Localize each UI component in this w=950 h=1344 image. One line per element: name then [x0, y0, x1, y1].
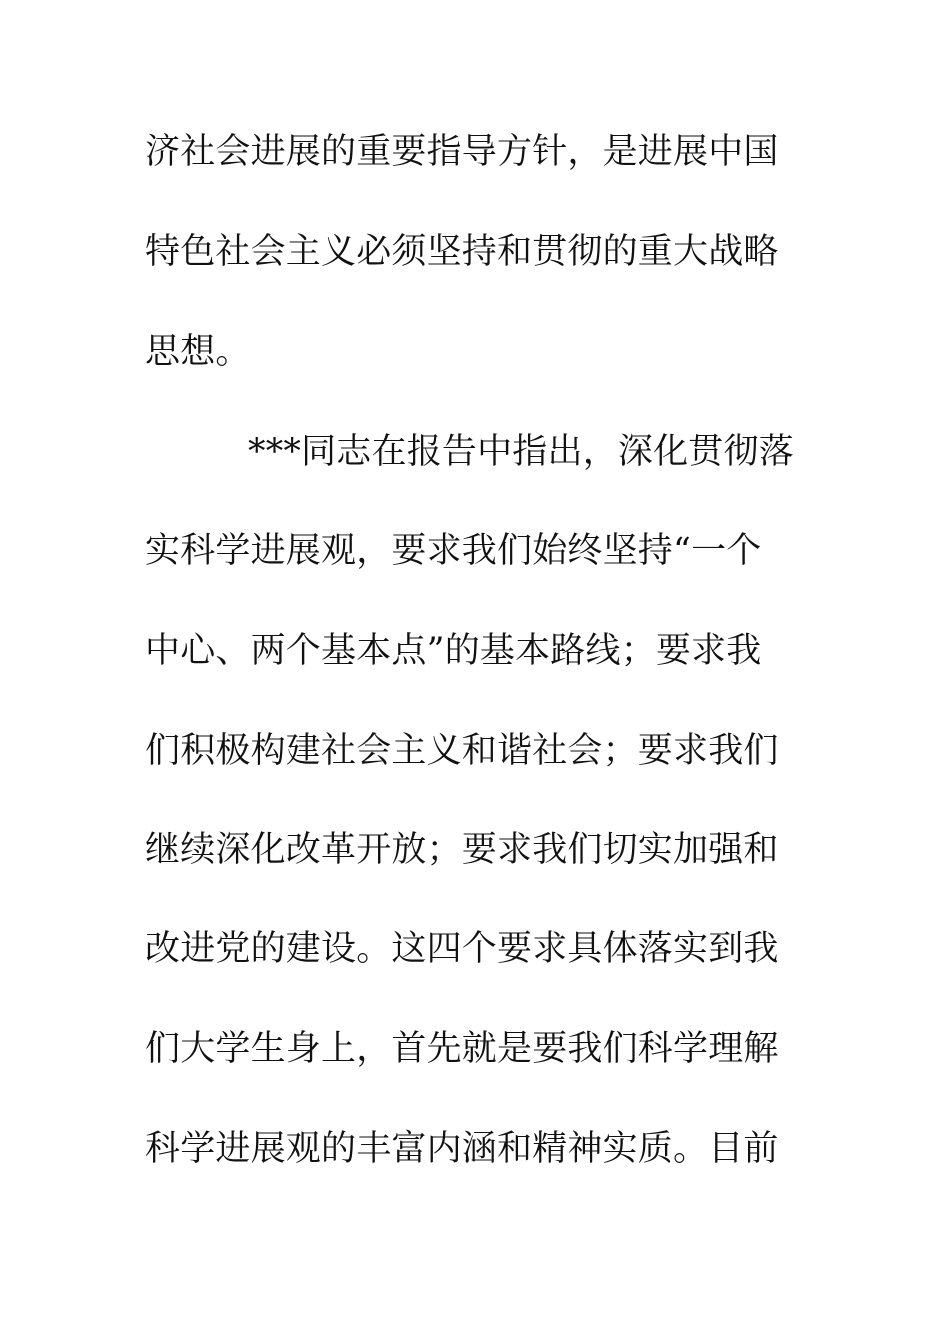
text-line: 思想。: [145, 332, 251, 372]
text-line: 继续深化改革开放；要求我们切实加强和: [145, 830, 779, 870]
paragraph-first-line: ***同志在报告中指出，深化贯彻落: [248, 432, 794, 472]
text-line: 中心、两个基本点”的基本路线；要求我: [145, 631, 762, 671]
text-line: 改进党的建设。这四个要求具体落实到我: [145, 929, 779, 969]
text-line: 济社会进展的重要指导方针，是进展中国: [145, 132, 779, 172]
text-line: 科学进展观的丰富内涵和精神实质。目前: [145, 1129, 779, 1169]
text-line: 实科学进展观，要求我们始终坚持“一个: [145, 531, 762, 571]
text-line: 们积极构建社会主义和谐社会；要求我们: [145, 731, 779, 771]
text-line: 们大学生身上，首先就是要我们科学理解: [145, 1029, 779, 1069]
text-line: 特色社会主义必须坚持和贯彻的重大战略: [145, 232, 779, 272]
